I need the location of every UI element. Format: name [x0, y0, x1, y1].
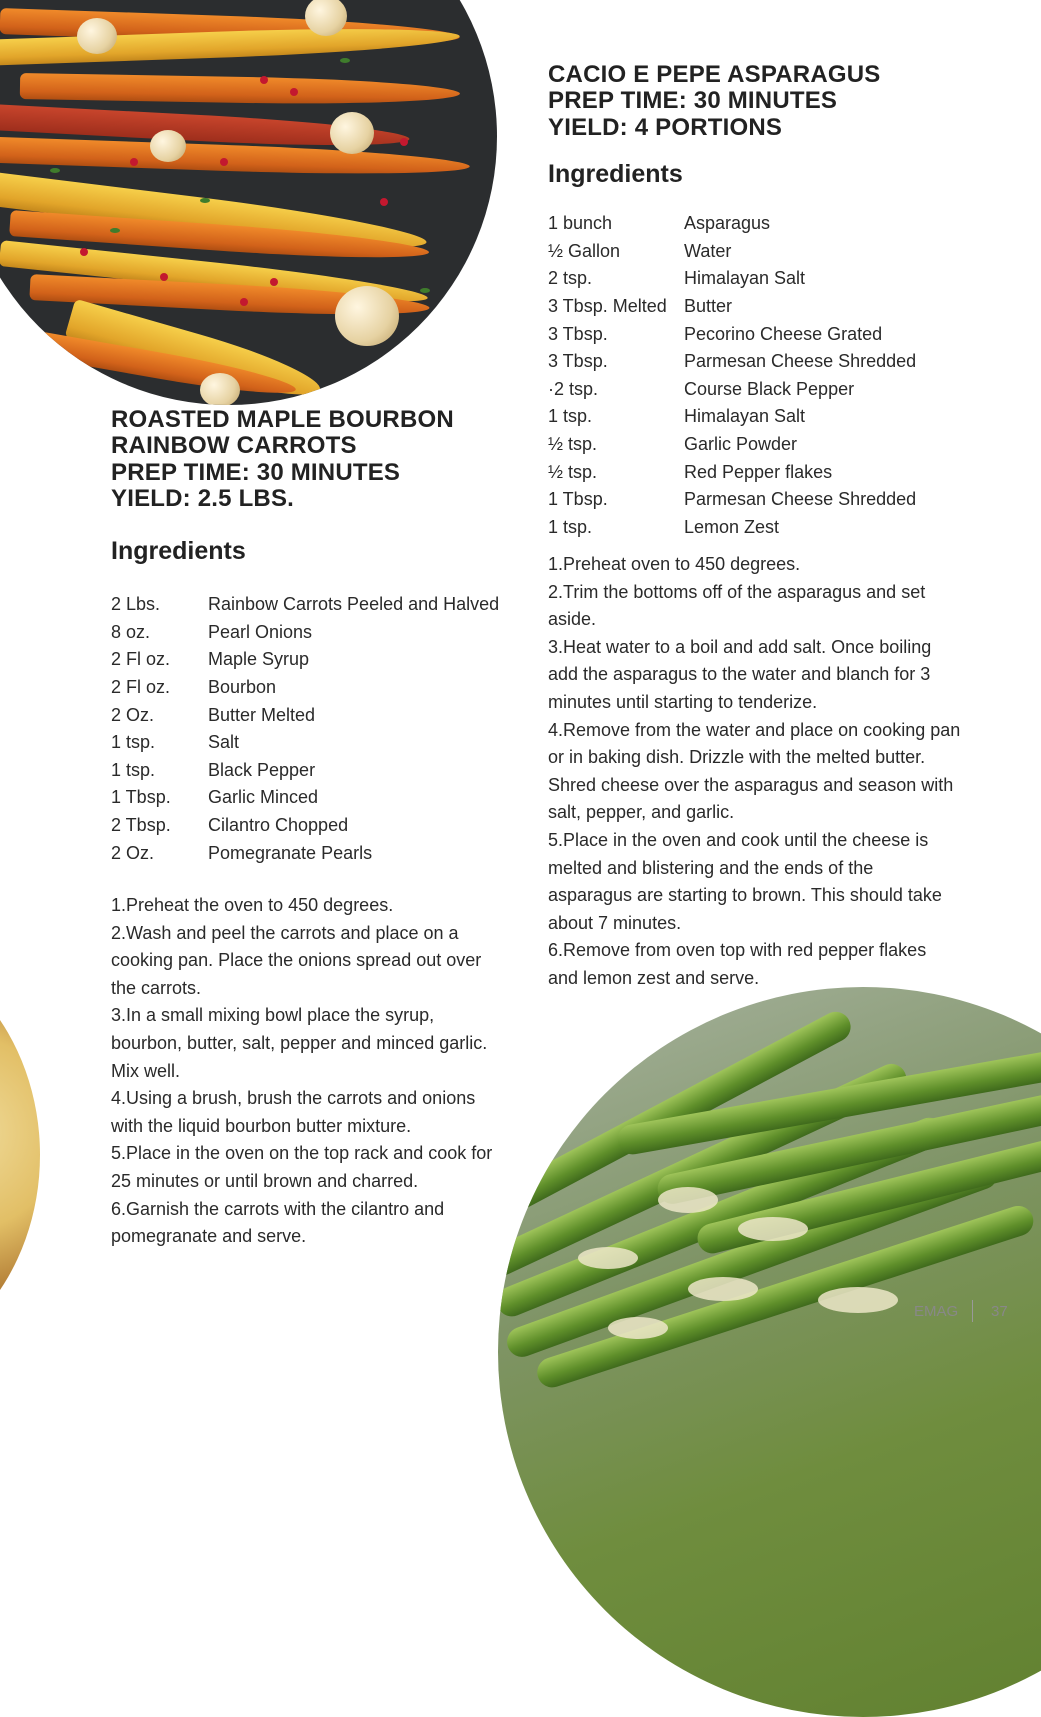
step-line: or in baking dish. Drizzle with the melted butter. — [548, 747, 926, 768]
ingredient-qty: 2 tsp. — [548, 268, 593, 289]
recipe-1-ingredients-heading: Ingredients — [111, 537, 246, 565]
ingredient-row — [548, 265, 916, 293]
recipe-1-ingredients-table — [111, 591, 499, 867]
step-line: cooking pan. Place the onions spread out over — [111, 950, 482, 971]
ingredient-qty: ·2 tsp. — [548, 378, 599, 399]
ingredient-item: Course Black Pepper — [684, 378, 855, 399]
ingredient-row — [548, 210, 916, 238]
ingredient-item: Rainbow Carrots Peeled and Halved — [208, 594, 500, 615]
footer-divider — [972, 1300, 973, 1322]
ingredient-qty: 3 Tbsp. Melted — [548, 296, 667, 317]
step-line: melted and blistering and the ends of the — [548, 857, 874, 878]
step-line: 4.Using a brush, brush the carrots and onions — [111, 1088, 476, 1109]
asparagus-photo — [498, 987, 1041, 1717]
ingredient-item: Garlic Powder — [684, 434, 798, 455]
step-line: with the liquid bourbon butter mixture. — [111, 1115, 412, 1136]
gratin-skillet-photo — [0, 935, 40, 1375]
recipe-2-title: CACIO E PEPE ASPARAGUS PREP TIME: 30 MINUTES YIELD: 4 PORTIONS — [548, 61, 881, 141]
ingredient-row — [111, 701, 499, 729]
step-line: 3.Heat water to a boil and add salt. Once boiling — [548, 636, 932, 657]
step-line: Shred cheese over the asparagus and season with — [548, 774, 954, 795]
step-line: 6.Remove from oven top with red pepper flakes — [548, 940, 927, 961]
ingredient-row — [548, 458, 916, 486]
ingredient-item: Garlic Minced — [208, 787, 319, 808]
step-line: salt, pepper, and garlic. — [548, 802, 735, 823]
ingredient-qty: 2 Tbsp. — [111, 815, 171, 836]
ingredient-qty: 1 bunch — [548, 213, 613, 234]
ingredient-item: Asparagus — [684, 213, 771, 234]
step-line: 2.Wash and peel the carrots and place on a — [111, 922, 459, 943]
ingredient-qty: 2 Lbs. — [111, 594, 161, 615]
ingredient-qty: 1 tsp. — [548, 406, 593, 427]
ingredient-row — [111, 812, 499, 840]
ingredient-qty: 2 Fl oz. — [111, 677, 171, 698]
ingredient-row — [111, 674, 499, 702]
ingredient-qty: 2 Fl oz. — [111, 649, 171, 670]
step-line: the carrots. — [111, 977, 202, 998]
ingredient-item: Red Pepper flakes — [684, 461, 833, 482]
ingredient-qty: 3 Tbsp. — [548, 351, 608, 372]
recipe-1-title: ROASTED MAPLE BOURBON RAINBOW CARROTS PREP TIME: 30 MINUTES YIELD: 2.5 LBS. — [111, 406, 454, 513]
step-line: 3.In a small mixing bowl place the syrup, — [111, 1005, 435, 1026]
step-line: pomegranate and serve. — [111, 1226, 307, 1247]
step-line: bourbon, butter, salt, pepper and minced garlic. — [111, 1032, 488, 1053]
ingredient-item: Maple Syrup — [208, 649, 310, 670]
recipe-2-steps — [548, 551, 960, 993]
step-line: asparagus are starting to brown. This should take — [548, 885, 942, 906]
ingredient-qty: 1 tsp. — [548, 516, 593, 537]
ingredient-row — [111, 591, 499, 619]
ingredient-row — [548, 486, 916, 514]
ingredient-row — [548, 238, 916, 266]
ingredient-qty: 1 tsp. — [111, 732, 156, 753]
ingredient-item: Butter — [684, 296, 733, 317]
ingredient-row — [548, 431, 916, 459]
ingredient-qty: 1 tsp. — [111, 759, 156, 780]
ingredient-row — [111, 619, 499, 647]
step-line: Mix well. — [111, 1060, 181, 1081]
ingredient-qty: 1 Tbsp. — [548, 489, 608, 510]
step-line: 5.Place in the oven on the top rack and cook for — [111, 1143, 493, 1164]
ingredient-row — [111, 729, 499, 757]
ingredient-item: Pearl Onions — [208, 621, 313, 642]
recipe-2-ingredients-table — [548, 210, 916, 541]
step-line: 1.Preheat oven to 450 degrees. — [548, 554, 801, 574]
roasted-carrots-photo — [0, 0, 497, 405]
step-line: 25 minutes or until brown and charred. — [111, 1170, 419, 1191]
recipe-2-ingredients-heading: Ingredients — [548, 160, 683, 188]
step-line: 1.Preheat the oven to 450 degrees. — [111, 895, 394, 915]
ingredient-qty: 2 Oz. — [111, 842, 155, 863]
step-line: 2.Trim the bottoms off of the asparagus and set — [548, 581, 926, 602]
ingredient-qty: 1 Tbsp. — [111, 787, 171, 808]
ingredient-qty: 2 Oz. — [111, 704, 155, 725]
page-number: 37 — [991, 1303, 1008, 1320]
ingredient-row — [548, 376, 916, 404]
step-line: aside. — [548, 609, 597, 630]
ingredient-row — [111, 646, 499, 674]
ingredient-qty: ½ Gallon — [548, 240, 621, 261]
recipe-1-steps — [111, 892, 492, 1251]
ingredient-item: Himalayan Salt — [684, 268, 806, 289]
ingredient-item: Lemon Zest — [684, 516, 780, 537]
ingredient-qty: ½ tsp. — [548, 434, 598, 455]
step-line: add the asparagus to the water and blanch for 3 — [548, 664, 931, 685]
ingredient-item: Black Pepper — [208, 759, 316, 780]
ingredient-item: Butter Melted — [208, 704, 316, 725]
ingredient-row — [548, 348, 916, 376]
ingredient-item: Pomegranate Pearls — [208, 842, 373, 863]
ingredient-row — [111, 839, 499, 867]
ingredient-row — [548, 320, 916, 348]
ingredient-qty: ½ tsp. — [548, 461, 598, 482]
ingredient-row — [548, 403, 916, 431]
ingredient-item: Pecorino Cheese Grated — [684, 323, 883, 344]
ingredient-item: Salt — [208, 732, 240, 753]
ingredient-row — [548, 514, 916, 542]
ingredient-qty: 3 Tbsp. — [548, 323, 608, 344]
step-line: 4.Remove from the water and place on cooking pan — [548, 719, 961, 740]
ingredient-row — [111, 757, 499, 785]
ingredient-row — [111, 784, 499, 812]
magazine-brand: EMAG — [914, 1303, 959, 1320]
step-line: minutes until starting to tenderize. — [548, 691, 818, 712]
step-line: 6.Garnish the carrots with the cilantro and — [111, 1198, 445, 1219]
step-line: and lemon zest and serve. — [548, 967, 760, 988]
ingredient-item: Bourbon — [208, 677, 277, 698]
step-line: about 7 minutes. — [548, 912, 682, 933]
ingredient-row — [548, 293, 916, 321]
ingredient-item: Parmesan Cheese Shredded — [684, 351, 917, 372]
step-line: 5.Place in the oven and cook until the cheese is — [548, 829, 929, 850]
ingredient-item: Himalayan Salt — [684, 406, 806, 427]
ingredient-qty: 8 oz. — [111, 621, 151, 642]
ingredient-item: Parmesan Cheese Shredded — [684, 489, 917, 510]
ingredient-item: Water — [684, 240, 732, 261]
ingredient-item: Cilantro Chopped — [208, 815, 349, 836]
